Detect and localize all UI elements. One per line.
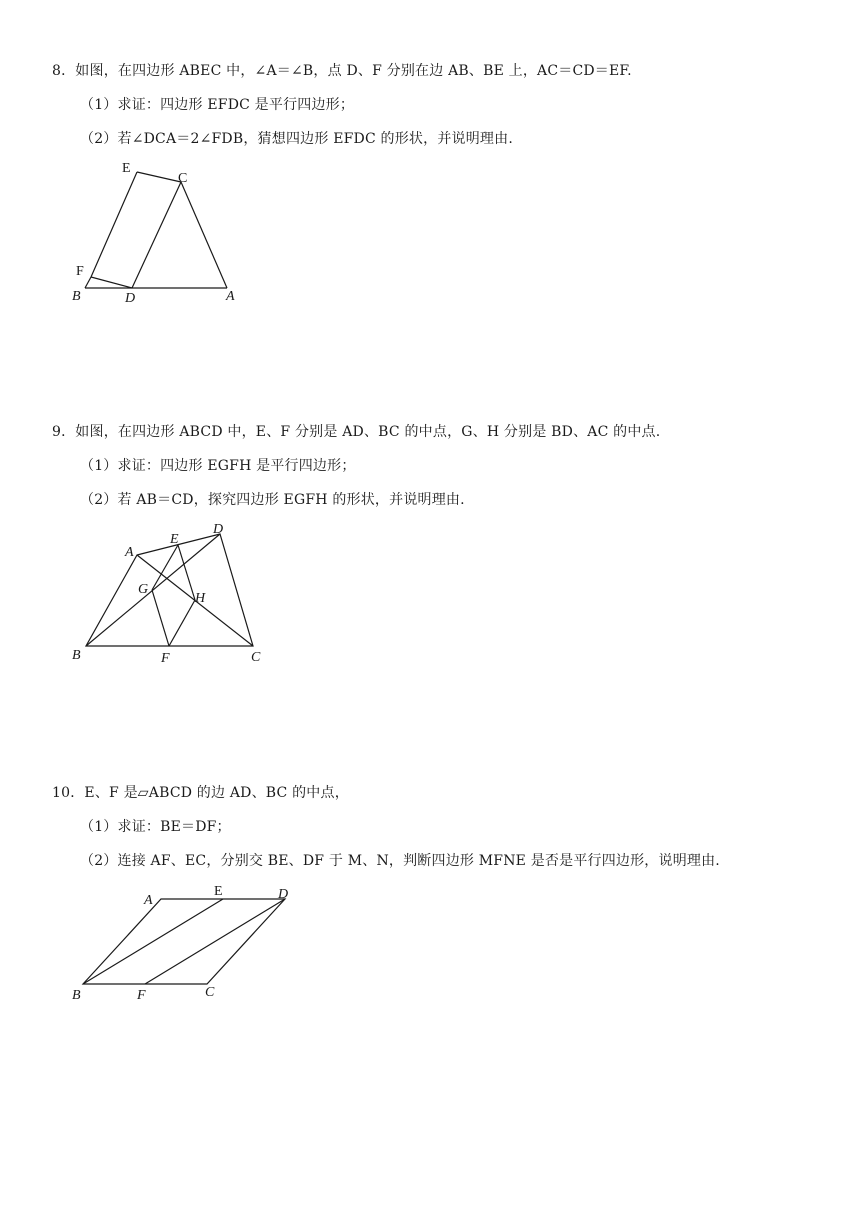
segment-EF: [91, 172, 137, 277]
problem-10-question-2: （2）连接 AF、EC，分别交 BE、DF 于 M、N，判断四边形 MFNE 是否是平行四边形，说明理由.: [80, 853, 720, 869]
problem-9-question-1: （1）求证：四边形 EGFH 是平行四边形；: [80, 458, 356, 474]
label-D: D: [278, 887, 289, 902]
label-E: E: [170, 532, 179, 547]
segment-FD: [145, 899, 285, 984]
problem-8-stem: 8．如图，在四边形 ABEC 中，∠A＝∠B，点 D、F 分别在边 AB、BE 上，AC＝CD＝EF.: [52, 63, 632, 79]
label-B: B: [72, 988, 81, 1003]
problem-8-question-2: （2）若∠DCA＝2∠FDB，猜想四边形 EFDC 的形状，并说明理由.: [80, 131, 513, 147]
label-C: C: [251, 650, 261, 665]
problem-10-stem: 10．E、F 是▱ABCD 的边 AD、BC 的中点，: [52, 785, 349, 801]
segment-FD: [91, 277, 132, 288]
label-E: E: [122, 161, 131, 176]
segment-FB: [85, 277, 91, 288]
label-E: E: [214, 884, 223, 899]
label-D: D: [125, 291, 136, 306]
problem-9-stem: 9．如图，在四边形 ABCD 中，E、F 分别是 AD、BC 的中点，G、H 分别是 BD、AC 的中点.: [52, 424, 661, 440]
problem-8-figure: [60, 150, 260, 310]
problem-9-figure: [60, 515, 280, 675]
problem-9-question-2: （2）若 AB＝CD，探究四边形 EGFH 的形状，并说明理由.: [80, 492, 465, 508]
segment-HE: [178, 545, 195, 600]
segment-BE: [83, 899, 223, 984]
label-A: A: [144, 893, 153, 908]
quadrilateral-ABCD: [86, 534, 253, 646]
segment-EG: [152, 545, 178, 590]
label-F: F: [161, 651, 170, 666]
label-G: G: [138, 582, 149, 597]
problem-8-question-1: （1）求证：四边形 EFDC 是平行四边形；: [80, 97, 355, 113]
label-A: A: [226, 289, 235, 304]
segment-GF: [152, 590, 169, 646]
label-F: F: [76, 264, 84, 279]
label-D: D: [213, 522, 224, 537]
label-H: H: [195, 591, 206, 606]
label-F: F: [137, 988, 146, 1003]
label-B: B: [72, 289, 81, 304]
problem-10-figure: [60, 878, 310, 1008]
label-C: C: [205, 985, 215, 1000]
label-C: C: [178, 171, 188, 186]
segment-DC: [132, 182, 181, 288]
label-A: A: [125, 545, 134, 560]
segment-EC: [137, 172, 181, 182]
label-B: B: [72, 648, 81, 663]
segment-CA: [181, 182, 227, 288]
problem-10-question-1: （1）求证：BE＝DF；: [80, 819, 231, 835]
parallelogram-ABCD: [83, 899, 285, 984]
segment-FH: [169, 600, 195, 646]
